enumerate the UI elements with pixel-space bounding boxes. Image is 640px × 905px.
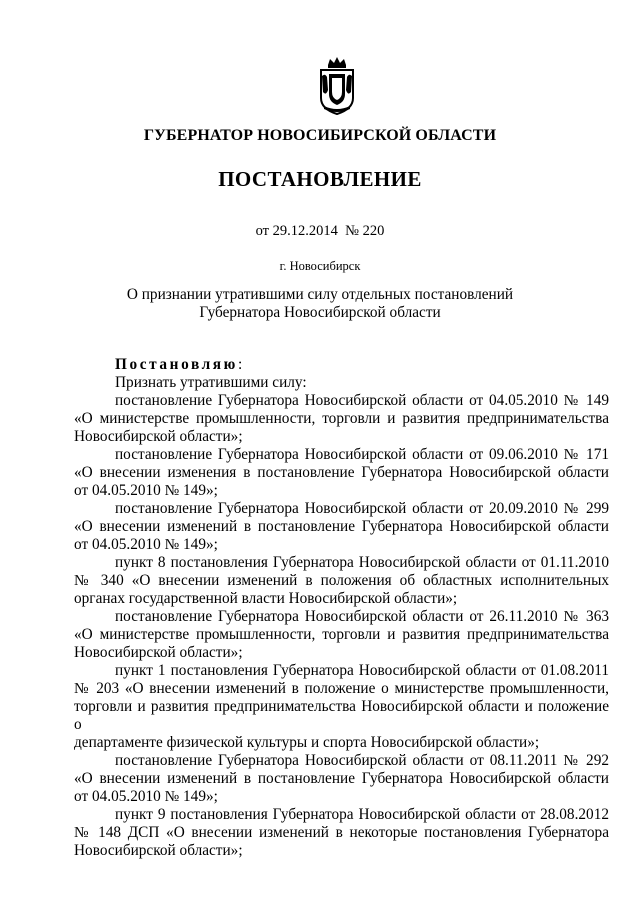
body-line: № 340 «О внесении изменений в положения об областных исполнительных xyxy=(74,572,609,589)
body-line: департаменте физической культуры и спорта Новосибирской области»; xyxy=(74,734,540,751)
decree-word: Постановляю xyxy=(115,356,238,373)
body-line: «О министерстве промышленности, торговли и развития предпринимательства xyxy=(74,626,609,643)
body-line: № 148 ДСП «О внесении изменений в некоторые постановления Губернатора xyxy=(74,824,609,841)
body-line: «О внесении изменений в постановление Губернатора Новосибирской области xyxy=(74,518,609,535)
body-line: Новосибирской области»; xyxy=(74,428,243,445)
body-line: Новосибирской области»; xyxy=(74,644,243,661)
body-line: органах государственной власти Новосибирской области»; xyxy=(74,590,458,607)
body-line: от 04.05.2010 № 149»; xyxy=(74,788,218,805)
date-number-line: от 29.12.2014 № 220 xyxy=(255,223,385,239)
subject-line: О признании утратившими силу отдельных постановлений xyxy=(126,286,514,303)
body-line: «О министерстве промышленности, торговли и развития предпринимательства xyxy=(74,410,609,427)
body-line: постановление Губернатора Новосибирской области от 09.06.2010 № 171 xyxy=(115,446,609,463)
intro-line: Признать утратившими силу: xyxy=(115,374,307,391)
city-line: г. Новосибирск xyxy=(279,259,361,273)
body-line: пункт 1 постановления Губернатора Новосибирской области от 01.08.2011 xyxy=(115,662,609,679)
decree-colon: : xyxy=(237,356,243,373)
decree-line xyxy=(74,356,609,374)
body-line: от 04.05.2010 № 149»; xyxy=(74,482,218,499)
body-line: от 04.05.2010 № 149»; xyxy=(74,536,218,553)
issuer-title: ГУБЕРНАТОР НОВОСИБИРСКОЙ ОБЛАСТИ xyxy=(143,127,497,144)
body-line: постановление Губернатора Новосибирской области от 08.11.2011 № 292 xyxy=(115,752,609,769)
document-type: ПОСТАНОВЛЕНИЕ xyxy=(218,167,422,191)
body-line: «О внесении изменений в постановление Губернатора Новосибирской области xyxy=(74,770,609,787)
body-line: № 203 «О внесении изменений в положение о министерстве промышленности, xyxy=(74,680,609,697)
body-line: постановление Губернатора Новосибирской области от 26.11.2010 № 363 xyxy=(115,608,609,625)
body-line: постановление Губернатора Новосибирской области от 20.09.2010 № 299 xyxy=(115,500,609,517)
body-line: постановление Губернатора Новосибирской области от 04.05.2010 № 149 xyxy=(115,392,609,409)
body-line: пункт 8 постановления Губернатора Новосибирской области от 01.11.2010 xyxy=(115,554,609,571)
document-subject xyxy=(0,286,640,322)
body-line: Новосибирской области»; xyxy=(74,842,243,859)
subject-line: Губернатора Новосибирской области xyxy=(199,304,441,321)
body-line: торговли и развития предпринимательства Новосибирской области и положение о xyxy=(74,698,609,733)
document-body xyxy=(74,356,609,860)
body-line: «О внесении изменения в постановление Губернатора Новосибирской области xyxy=(74,464,609,481)
coat-of-arms-icon xyxy=(316,56,358,116)
body-line: пункт 9 постановления Губернатора Новосибирской области от 28.08.2012 xyxy=(115,806,609,823)
